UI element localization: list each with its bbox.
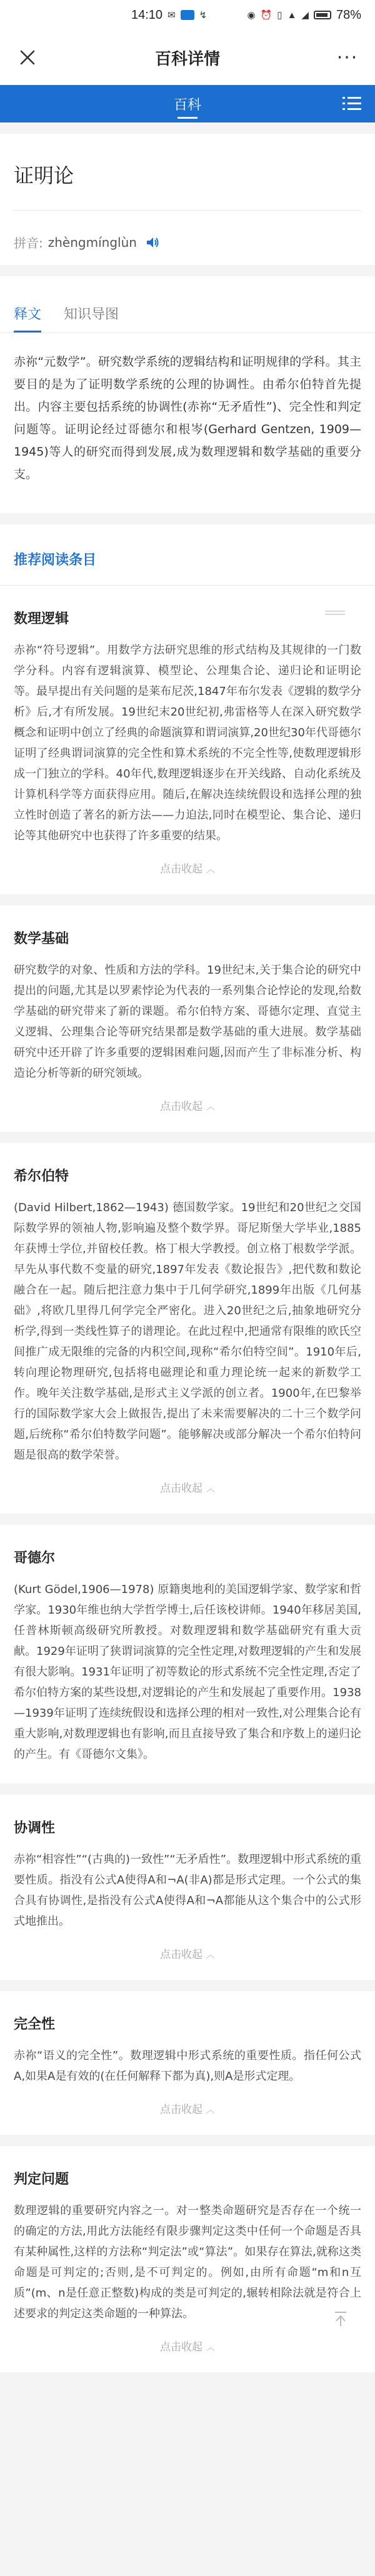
collapse-button[interactable] xyxy=(14,2338,361,2354)
battery-icon xyxy=(314,11,331,19)
collapse-label: 点击收起 xyxy=(160,1101,202,1113)
back-to-top-icon[interactable] xyxy=(330,2309,351,2330)
menu-list-icon[interactable] xyxy=(342,95,362,112)
spacer xyxy=(0,1514,375,1525)
battery-level: 78% xyxy=(336,7,361,22)
close-button[interactable] xyxy=(12,42,42,72)
alarm-icon: ⏰ xyxy=(260,10,272,21)
term-title: 证明论 xyxy=(14,164,74,187)
more-button[interactable] xyxy=(332,42,362,72)
related-section-title: 推荐阅读条目 xyxy=(14,552,97,568)
entry-body: (David Hilbert,1862—1943) 德国数学家。19世纪和20世纪之交国际数学界的领袖人物,影响遍及整个数学界。哥尼斯堡大学毕业,1885年获博士学位,并留校任教。格丁根大学教授。创立格丁根数学学派。早先从事代数不变量的研究,1897年发表《数论报告》,把代数和数论融合在一起。随后把注意力集中于几何学研究,1899年出版《几何基础》,将欧几里得几何学完全严密化。进入20世纪之后,抽象地研究分析学,得到一类线性算子的谱理论。在此过程中,把通常有限维的欧氏空间推广成无限维的完备的内积空间,现称“希尔伯特空间”。1910年后,转向理论物理研究,包括将电磁理论和重力理论统一起来的新数学工作。晚年关注数学基础,是形式主义学派的创立者。1900年,在巴黎举行的国际数学家大会上做报告,提出了未来需要解决的二十三个数学问题,后统称“希尔伯特数学问题”。能够解决或部分解决一个希尔伯特问题是很高的数学荣誉。 xyxy=(14,1201,361,1462)
related-section-header xyxy=(0,524,375,585)
pinyin-value: zhèngmínglùn xyxy=(48,234,137,250)
app-icon xyxy=(181,10,194,20)
speaker-icon[interactable] xyxy=(146,236,159,249)
nfc-icon: ↯ xyxy=(199,10,208,21)
entry-body: (Kurt Gödel,1906—1978) 原籍奥地利的美国逻辑学家、数学家和哲学家。1930年维也纳大学哲学博士,后任该校讲师。1940年移居美国,任普林斯顿高级研究所教授。对数理逻辑和数学基础研究有重大贡献。1929年证明了狭谓词演算的完全性定理,对数理逻辑的产生和发展有很大影响。1931年证明了初等数论的形式系统不完全性定理,否定了希尔伯特方案的某些设想,对逻辑论的产生和发展起了重要作用。1938—1939年证明了连续统假设和选择公理的相对一致性,对公理集合论有重大影响,对数理逻辑也有影响,而且直接导致了集合和序数上的递归论的产生。有《哥德尔文集》。 xyxy=(14,1583,361,1761)
spacer xyxy=(0,1980,375,1991)
spacer xyxy=(0,1132,375,1143)
more-icon: ··· xyxy=(336,46,359,69)
related-entry xyxy=(0,1143,375,1514)
collapse-label: 点击收起 xyxy=(160,1482,202,1495)
related-entry xyxy=(0,2146,375,2372)
entry-body: 赤祢“符号逻辑”。用数学方法研究思维的形式结构及其规律的一门数学分科。内容有逻辑演算、模型论、公理集合论、递归论和证明论等。最早提出有关问题的是莱布尼茨,1847年布尔发表《逻辑的数学分析》后,才有所发展。19世纪末20世纪初,弗雷格等人在深入研究数学概念和证明中创立了经典的命题演算和谓词演算,20世纪30年代哥德尔证明了经典谓词演算的完全性和算术系统的不完全性等,使数理逻辑形成一门独立的学科。40年代,数理逻辑逐步在开关线路、自动化系统及计算机科学等方面获得应用。随后,在解决连续统假设和选择公理的独立性时创造了著名的新方法——力迫法,同时在模型论、集合论、递归论等其他研究中也获得了许多重要的结果。 xyxy=(14,644,361,842)
spacer xyxy=(0,265,375,276)
definition-text: 赤祢“元数学”。研究数学系统的逻辑结构和证明规律的学科。其主要目的是为了证明数学系统的公理的协调性。由希尔伯特首先提出。内容主要包括系统的协调性(赤祢“无矛盾性”)、完全性和判定问题等。证明论经过哥德尔和根岑(Gerhard Gentzen, 1909—1945)等人的研究而得到发展,成为数理逻辑和数学基础的重要分支。 xyxy=(0,333,375,513)
entry-title[interactable]: 数学基础 xyxy=(14,931,69,947)
spacer xyxy=(0,2135,375,2146)
entry-title[interactable]: 希尔伯特 xyxy=(14,1169,69,1184)
content-tabs xyxy=(0,276,375,332)
chevron-up-icon: ︿ xyxy=(206,1102,215,1112)
term-header xyxy=(0,134,375,265)
category-bar xyxy=(0,85,375,122)
collapse-button[interactable] xyxy=(14,1945,361,1961)
wifi-icon: ◢ xyxy=(301,10,309,21)
collapse-button[interactable] xyxy=(14,860,361,876)
chevron-up-icon: ︿ xyxy=(206,865,215,875)
page-title: 百科详情 xyxy=(154,49,220,69)
entry-title[interactable]: 哥德尔 xyxy=(14,1550,56,1566)
entry-title[interactable]: 完全性 xyxy=(14,2017,56,2032)
entry-title[interactable]: 数理逻辑 xyxy=(14,611,69,627)
collapse-button[interactable] xyxy=(14,2100,361,2116)
related-entry xyxy=(0,906,375,1132)
related-entry xyxy=(0,1525,375,1784)
collapse-label: 点击收起 xyxy=(160,2341,202,2354)
collapse-label: 点击收起 xyxy=(160,2104,202,2116)
chevron-up-icon: ︿ xyxy=(206,1950,215,1960)
tab-baike[interactable]: 百科 xyxy=(173,97,201,113)
entry-title[interactable]: 协调性 xyxy=(14,1820,56,1836)
collapse-label: 点击收起 xyxy=(160,863,202,876)
chevron-up-icon: ︿ xyxy=(206,1484,215,1494)
pinyin-label: 拼音: xyxy=(14,236,43,251)
notification-icon: ✉ xyxy=(168,10,176,21)
eye-icon: ◉ xyxy=(247,10,256,21)
spacer xyxy=(0,894,375,906)
status-bar xyxy=(0,0,375,30)
collapse-button[interactable] xyxy=(14,1097,361,1113)
spacer xyxy=(0,513,375,524)
entry-body: 赤祢“语义的完全性”。数理逻辑中形式系统的重要性质。指任何公式A,如果A是有效的(在任何解释下都为真),则A是形式定理。 xyxy=(14,2049,361,2083)
spacer xyxy=(0,122,375,134)
related-entry xyxy=(0,1795,375,1980)
entry-body: 研究数学的对象、性质和方法的学科。19世纪末,关于集合论的研究中提出的问题,尤其是以罗素悖论为代表的一系列集合论悖论的发现,给数学基础的研究带来了新的课题。希尔伯特方案、哥德尔定理、直觉主义逻辑、公理集合论等研究结果都是数学基础的重大进展。数学基础研究中还开辟了许多重要的逻辑困难问题,因而产生了非标准分析、构造论分析等新的研究领域。 xyxy=(14,964,361,1080)
title-bar xyxy=(0,30,375,85)
close-icon xyxy=(19,49,36,66)
entry-body: 赤祢“相容性”“(古典的)一致性”“无矛盾性”。数理逻辑中形式系统的重要性质。指没有公式A使得A和¬A(非A)都是形式定理。一个公式的集合具有协调性,是指没有公式A使得A和¬A都能从这个集合中的公式形式地推出。 xyxy=(14,1853,361,1928)
entry-body: 数理逻辑的重要研究内容之一。对一整类命题研究是否存在一个统一的确定的方法,用此方法能经有限步骤判定这类中任何一个命题是否具有某种属性,这样的方法称“判定法”或“算法”。如果存在算法,就称这类命题是可判定的;否则,是不可判定的。例如,由所有命题“m和n互质”(m、n是任意正整数)构成的类是可判定的,辗转相除法就是符合上述要求的判定这类命题的一种算法。 xyxy=(14,2204,361,2320)
chevron-up-icon: ︿ xyxy=(206,2105,215,2115)
status-right xyxy=(248,8,361,22)
related-entry xyxy=(0,586,375,894)
tab-definition[interactable]: 释文 xyxy=(14,304,41,332)
status-left xyxy=(131,8,207,22)
chevron-up-icon: ︿ xyxy=(206,2343,215,2353)
related-entry xyxy=(0,1991,375,2135)
collapse-button[interactable] xyxy=(14,1479,361,1495)
signal-icon: ▲ xyxy=(287,9,297,21)
tab-underline xyxy=(178,117,198,119)
pinyin-row xyxy=(14,211,361,251)
spacer xyxy=(0,1784,375,1795)
tab-knowledge-map[interactable]: 知识导图 xyxy=(64,307,119,322)
collapse-label: 点击收起 xyxy=(160,1949,202,1961)
vibrate-icon: ▯ xyxy=(277,10,282,21)
entry-title[interactable]: 判定问题 xyxy=(14,2172,69,2187)
status-time: 14:10 xyxy=(131,7,163,22)
collapse-handle-icon xyxy=(325,611,345,617)
